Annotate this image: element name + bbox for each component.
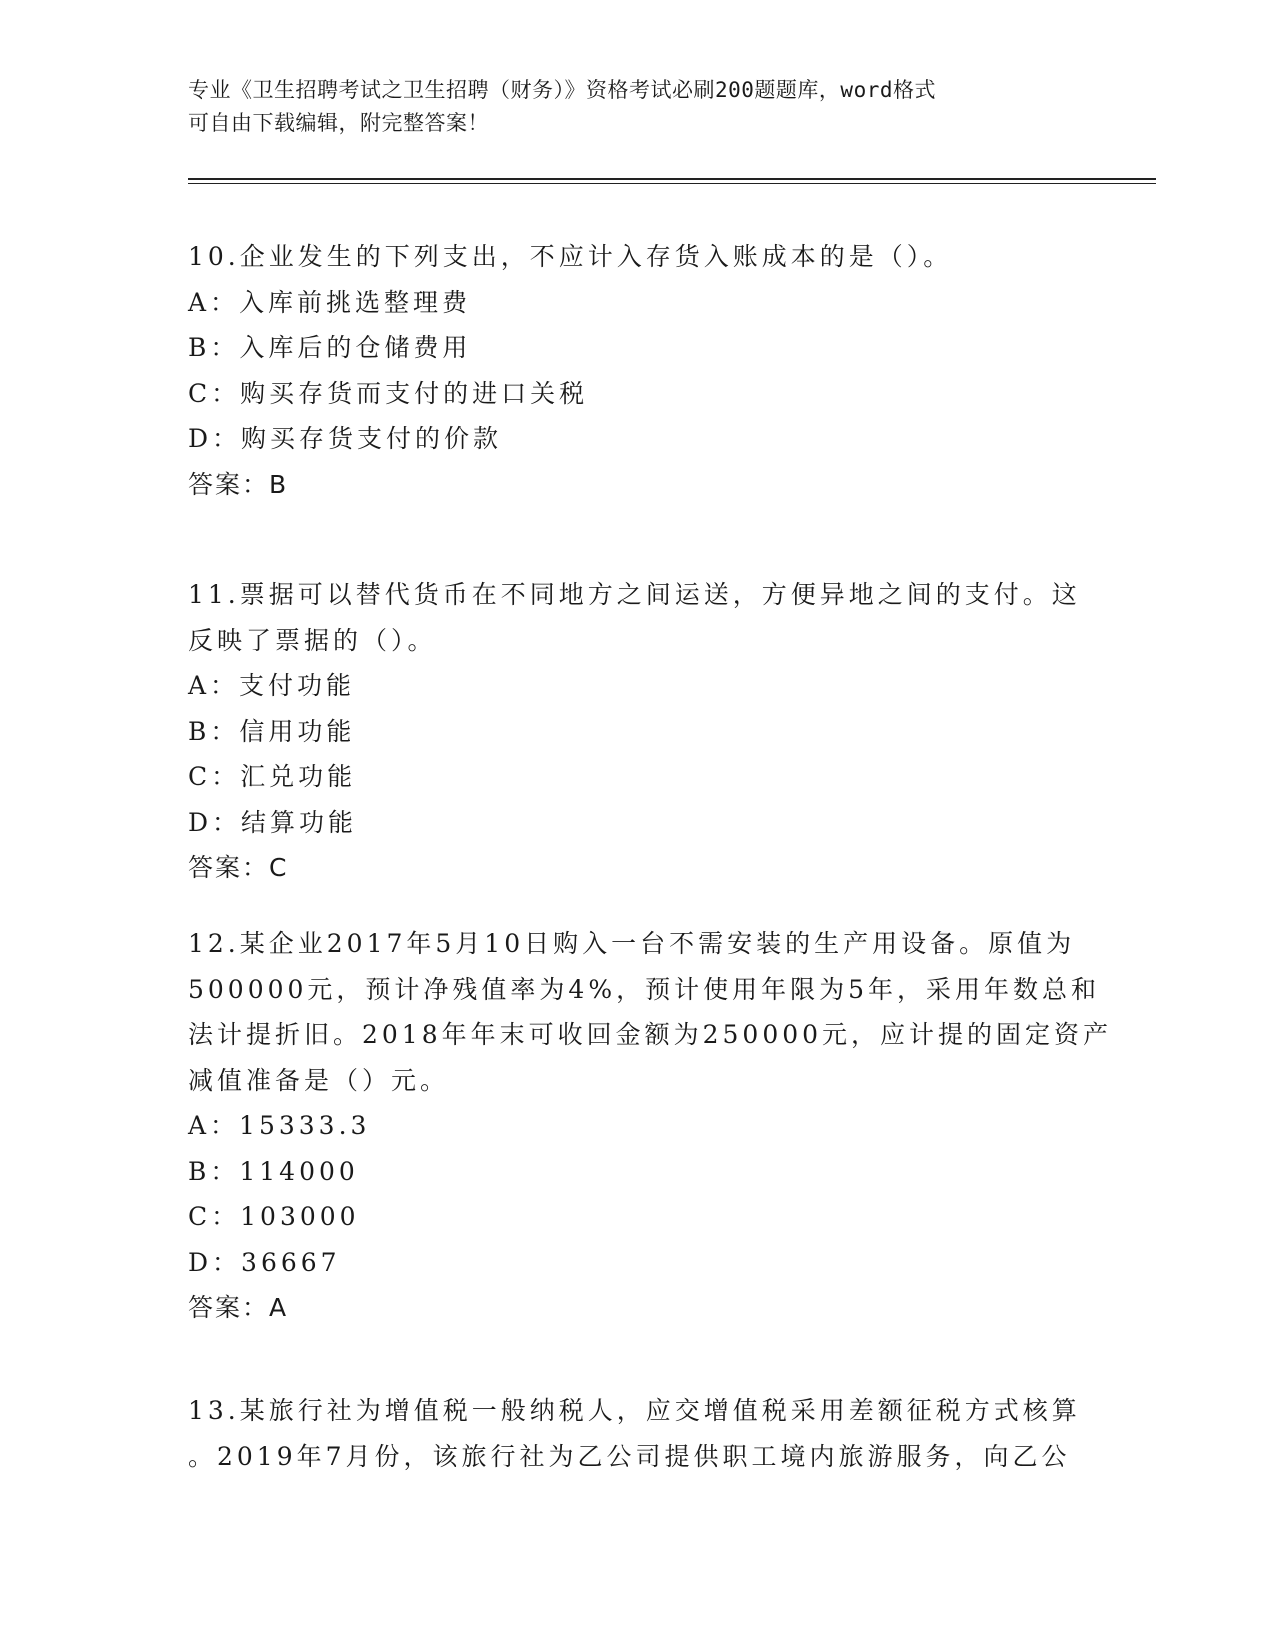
- question-text: 10.企业发生的下列支出，不应计入存货入账成本的是（）。: [188, 242, 953, 271]
- option-d: D：结算功能: [188, 807, 358, 837]
- question-text: 减值准备是（）元。: [188, 1065, 450, 1095]
- answer: 答案：C: [188, 853, 289, 882]
- option-d: D：36667: [188, 1247, 341, 1277]
- answer: 答案：A: [188, 1293, 289, 1322]
- question-text: 500000元，预计净残值率为4%，预计使用年限为5年，采用年数总和: [188, 974, 1101, 1004]
- option-b: B：信用功能: [188, 716, 356, 746]
- header-line-1: 专业《卫生招聘考试之卫生招聘（财务）》资格考试必刷200题题库，word格式: [188, 78, 936, 102]
- question-text: 13.某旅行社为增值税一般纳税人，应交增值税采用差额征税方式核算: [188, 1396, 1081, 1425]
- question-12: [188, 921, 1113, 1331]
- option-c: C：购买存货而支付的进口关税: [188, 378, 589, 408]
- question-10: [188, 234, 1088, 507]
- question-text: 11.票据可以替代货币在不同地方之间运送，方便异地之间的支付。这: [188, 580, 1081, 609]
- option-a: A：支付功能: [188, 671, 356, 700]
- answer: 答案：B: [188, 469, 289, 499]
- question-text: 。2019年7月份，该旅行社为乙公司提供职工境内旅游服务，向乙公: [188, 1441, 1071, 1471]
- question-text: 反映了票据的（）。: [188, 625, 437, 655]
- document-header: [188, 74, 1088, 140]
- option-c: C：103000: [188, 1202, 360, 1231]
- question-13: [188, 1388, 1088, 1479]
- option-c: C：汇兑功能: [188, 762, 357, 791]
- option-d: D：购买存货支付的价款: [188, 424, 503, 453]
- header-line-2: 可自由下载编辑，附完整答案！: [188, 111, 489, 135]
- question-text: 12.某企业2017年5月10日购入一台不需安装的生产用设备。原值为: [188, 929, 1076, 958]
- question-text: 法计提折旧。2018年年末可收回金额为250000元，应计提的固定资产: [188, 1020, 1113, 1049]
- option-b: B：114000: [188, 1156, 359, 1186]
- header-divider: [188, 178, 1156, 184]
- question-11: [188, 572, 1088, 891]
- option-b: B：入库后的仓储费用: [188, 333, 472, 362]
- option-a: A：15333.3: [188, 1111, 371, 1140]
- option-a: A：入库前挑选整理费: [188, 287, 472, 317]
